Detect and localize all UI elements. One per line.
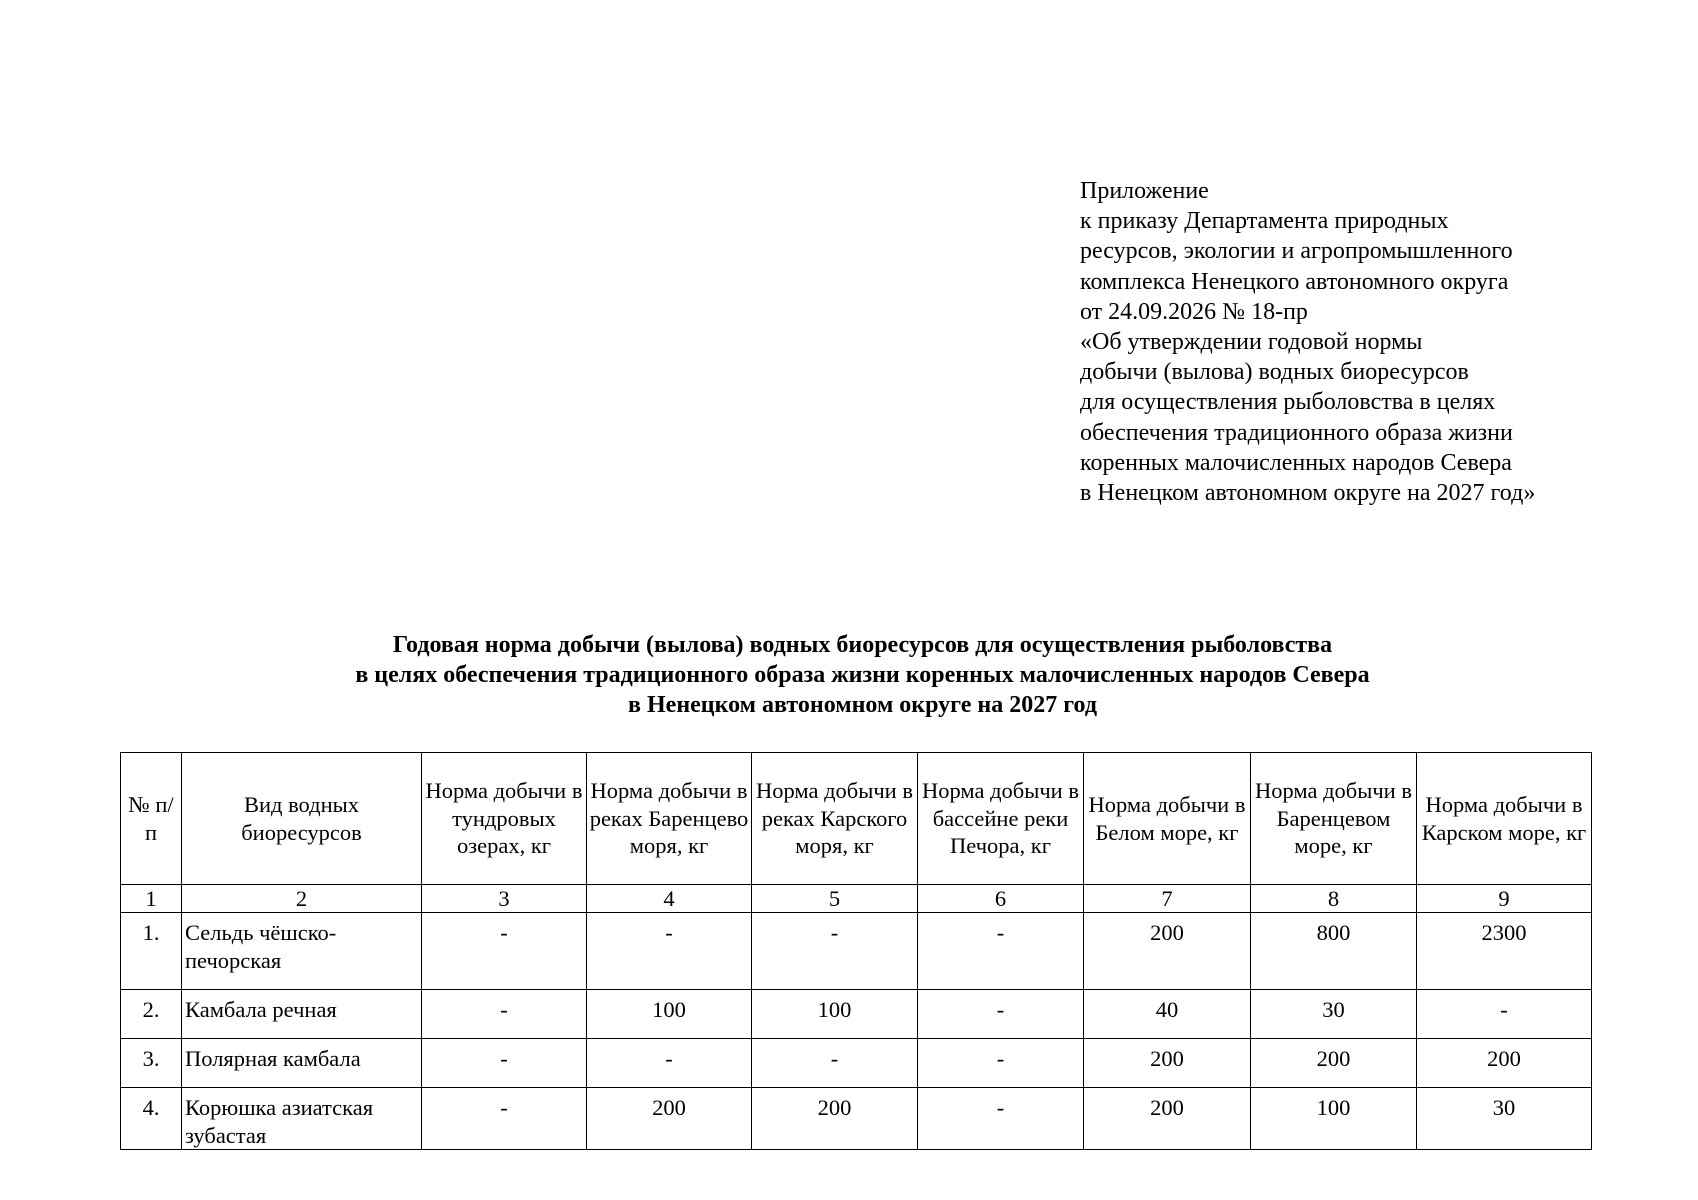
table-cell: - bbox=[422, 1088, 587, 1150]
table-cell: - bbox=[918, 913, 1084, 990]
appendix-line: в Ненецком автономном округе на 2027 год» bbox=[1080, 480, 1536, 507]
document-title bbox=[0, 630, 1698, 720]
table-cell: - bbox=[752, 1039, 918, 1088]
header-white-sea: Норма добычи в Белом море, кг bbox=[1084, 753, 1251, 885]
table-cell: 200 bbox=[1417, 1039, 1592, 1088]
column-number: 3 bbox=[422, 885, 587, 913]
column-number: 7 bbox=[1084, 885, 1251, 913]
norms-table bbox=[120, 752, 1592, 1150]
column-number: 5 bbox=[752, 885, 918, 913]
table-cell: - bbox=[752, 913, 918, 990]
table-cell: 200 bbox=[1251, 1039, 1417, 1088]
column-number: 9 bbox=[1417, 885, 1592, 913]
table-cell: - bbox=[587, 913, 752, 990]
appendix-line: к приказу Департамента природных bbox=[1080, 208, 1449, 235]
table-cell: 2300 bbox=[1417, 913, 1592, 990]
species-name: Сельдь чёшско-печорская bbox=[182, 913, 422, 990]
table-cell: 30 bbox=[1251, 990, 1417, 1039]
column-number: 8 bbox=[1251, 885, 1417, 913]
header-kara-sea: Норма добычи в Карском море, кг bbox=[1417, 753, 1592, 885]
appendix-line: добычи (вылова) водных биоресурсов bbox=[1080, 359, 1469, 386]
header-barents-sea: Норма добычи в Баренцевом море, кг bbox=[1251, 753, 1417, 885]
column-number: 6 bbox=[918, 885, 1084, 913]
column-number: 1 bbox=[121, 885, 182, 913]
header-barents-rivers: Норма добычи в реках Баренцево моря, кг bbox=[587, 753, 752, 885]
title-line: Годовая норма добычи (вылова) водных биоресурсов для осуществления рыболовства bbox=[392, 632, 1333, 658]
appendix-line: для осуществления рыболовства в целях bbox=[1080, 389, 1496, 416]
table-cell: 200 bbox=[752, 1088, 918, 1150]
header-species: Вид водных биоресурсов bbox=[182, 753, 422, 885]
table-cell: 200 bbox=[1084, 1088, 1251, 1150]
table-cell: - bbox=[422, 1039, 587, 1088]
row-number: 1. bbox=[121, 913, 182, 990]
appendix-line: обеспечения традиционного образа жизни bbox=[1080, 419, 1513, 446]
table-cell: - bbox=[587, 1039, 752, 1088]
row-number: 2. bbox=[121, 990, 182, 1039]
header-row bbox=[121, 753, 1592, 885]
species-name: Корюшка азиатская зубастая bbox=[182, 1088, 422, 1150]
row-number: 4. bbox=[121, 1088, 182, 1150]
appendix-line: «Об утверждении годовой нормы bbox=[1080, 329, 1423, 356]
appendix-line: комплекса Ненецкого автономного округа bbox=[1080, 268, 1509, 295]
table-cell: 100 bbox=[752, 990, 918, 1039]
table-cell: - bbox=[918, 1088, 1084, 1150]
table-cell: - bbox=[422, 913, 587, 990]
appendix-line: коренных малочисленных народов Севера bbox=[1080, 449, 1512, 476]
table-cell: 800 bbox=[1251, 913, 1417, 990]
table-cell: 100 bbox=[1251, 1088, 1417, 1150]
table-cell: 200 bbox=[587, 1088, 752, 1150]
species-name: Камбала речная bbox=[182, 990, 422, 1039]
header-number: № п/п bbox=[121, 753, 182, 885]
header-pechora-basin: Норма добычи в бассейне реки Печора, кг bbox=[918, 753, 1084, 885]
species-name: Полярная камбала bbox=[182, 1039, 422, 1088]
table-row bbox=[121, 1039, 1592, 1088]
table-row bbox=[121, 1088, 1592, 1150]
column-number-row bbox=[121, 885, 1592, 913]
table-cell: - bbox=[422, 990, 587, 1039]
header-kara-rivers: Норма добычи в реках Карского моря, кг bbox=[752, 753, 918, 885]
table-cell: 200 bbox=[1084, 1039, 1251, 1088]
column-number: 4 bbox=[587, 885, 752, 913]
table-row bbox=[121, 990, 1592, 1039]
appendix-line: ресурсов, экологии и агропромышленного bbox=[1080, 238, 1513, 265]
appendix-block bbox=[1080, 176, 1535, 508]
appendix-line: от 24.09.2026 № 18-пр bbox=[1080, 298, 1308, 325]
table-cell: - bbox=[918, 1039, 1084, 1088]
table-cell: 200 bbox=[1084, 913, 1251, 990]
table-cell: 40 bbox=[1084, 990, 1251, 1039]
column-number: 2 bbox=[182, 885, 422, 913]
header-tundra-lakes: Норма добычи в тундровых озерах, кг bbox=[422, 753, 587, 885]
row-number: 3. bbox=[121, 1039, 182, 1088]
table-row bbox=[121, 913, 1592, 990]
title-line: в Ненецком автономном округе на 2027 год bbox=[628, 692, 1097, 718]
table-cell: - bbox=[918, 990, 1084, 1039]
appendix-line: Приложение bbox=[1080, 178, 1209, 204]
title-line: в целях обеспечения традиционного образа жизни коренных малочисленных народов Севера bbox=[355, 662, 1370, 688]
table-cell: 100 bbox=[587, 990, 752, 1039]
table-cell: - bbox=[1417, 990, 1592, 1039]
table-cell: 30 bbox=[1417, 1088, 1592, 1150]
